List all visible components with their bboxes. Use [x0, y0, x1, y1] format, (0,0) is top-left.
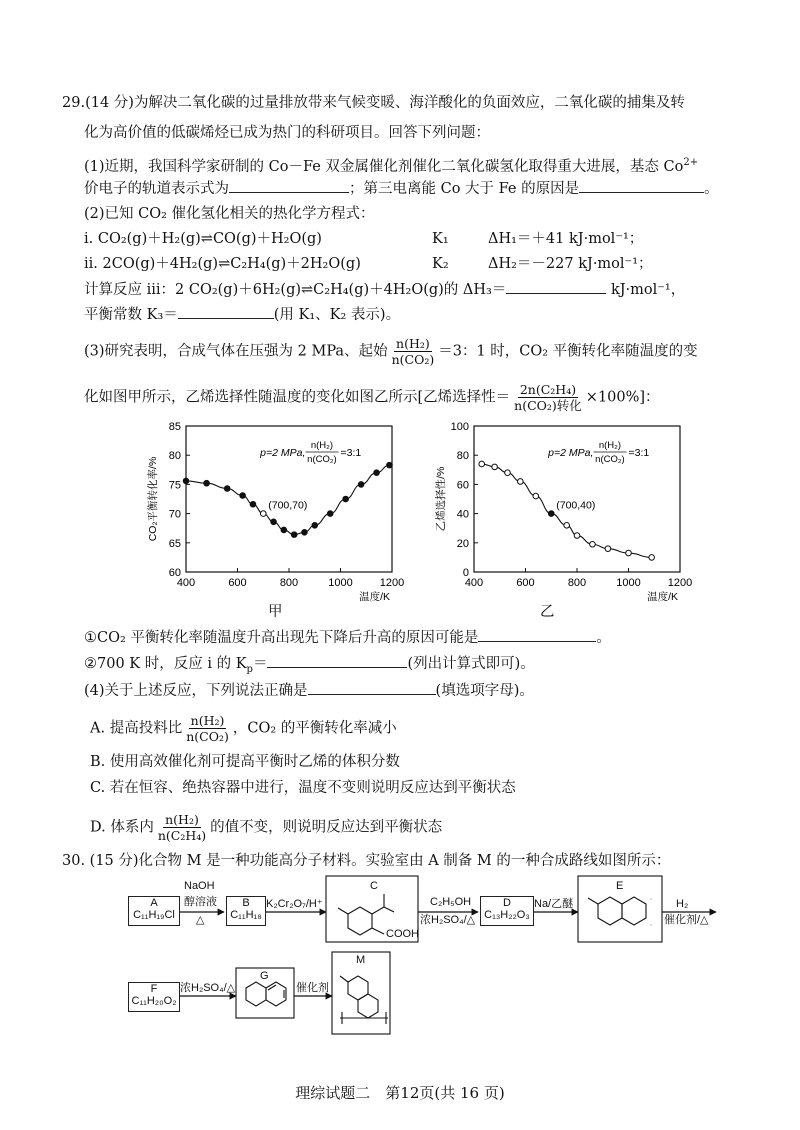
- data-point: [281, 527, 287, 533]
- data-point: [343, 496, 349, 502]
- compound-e-label: E: [616, 880, 624, 892]
- annotation-ratio-num: n(H₂): [598, 440, 622, 451]
- page-footer: 理综试题二 第12页(共 16 页): [295, 1084, 505, 1102]
- y-tick-label: 70: [168, 508, 181, 521]
- annotation-ratio-den: n(CO₂): [307, 454, 337, 465]
- y-axis-label: 乙烯选择性/%: [435, 466, 447, 532]
- compound-f: F C₁₁H₂₀O₂: [128, 982, 180, 1012]
- annotation-pressure: p=2 MPa,: [548, 447, 594, 459]
- answer-blank-orbital[interactable]: [229, 178, 349, 193]
- data-point: [574, 533, 580, 539]
- data-point: [358, 482, 364, 488]
- compound-c-label: C: [370, 880, 378, 892]
- chart-ethylene-selectivity: [428, 418, 698, 618]
- y-tick-label: 65: [168, 537, 181, 550]
- compound-g-label: G: [260, 970, 269, 982]
- data-point: [224, 486, 230, 492]
- q29-part1-line1: (1)近期，我国科学家研制的 Co－Fe 双金属催化剂催化二氧化碳氢化取得重大进展，基态 $Co^{2+}$: [84, 157, 699, 175]
- point-label: (700,70): [268, 499, 308, 512]
- reagent-6: 浓H₂SO₄/△: [180, 982, 236, 994]
- data-point: [260, 511, 266, 517]
- x-tick-label: 400: [464, 577, 484, 589]
- equation-1: i. CO₂(g)＋H₂(g)⇌CO(g)＋H₂O(g): [84, 231, 322, 247]
- answer-blank-kp[interactable]: [267, 653, 407, 668]
- compound-b: B C₁₁H₁₈: [226, 896, 266, 926]
- answer-blank-reason[interactable]: [478, 627, 596, 642]
- reagent-1-bot: △: [196, 914, 205, 926]
- y-tick-label: 80: [456, 450, 469, 463]
- data-point: [479, 461, 485, 467]
- x-tick-label: 1000: [328, 577, 353, 589]
- q29-part2-calc: 计算反应 iii：2 CO₂(g)＋6H₂(g)⇌C₂H₄(g)＋4H₂O(g)的 ΔH₃＝ kJ·mol⁻¹，: [84, 279, 685, 300]
- data-point: [518, 479, 524, 485]
- compound-d: D C₁₃H₂₂O₃: [480, 896, 534, 926]
- q29-sub2: ②700 K 时，反应 i 的 $K_p=$ (列出计算式即可)。: [84, 653, 535, 680]
- q29-sub1: ①CO₂ 平衡转化率随温度升高出现先下降后升高的原因可能是 。: [84, 627, 611, 648]
- data-point: [533, 493, 539, 499]
- equation-2: ii. 2CO(g)＋4H₂(g)⇌C₂H₄(g)＋2H₂O(g): [84, 256, 361, 272]
- chart-caption-jia: 甲: [268, 604, 283, 620]
- x-axis-label: 温度/K: [359, 591, 390, 603]
- data-point: [204, 480, 210, 486]
- q29-part2-intro: (2)已知 CO₂ 催化氢化相关的热化学方程式：: [84, 206, 375, 222]
- y-tick-label: 60: [456, 479, 469, 492]
- chart-co2-conversion: [140, 418, 410, 618]
- annotation-ratio-value: =3:1: [340, 447, 362, 459]
- equation-1-k: K₁: [432, 231, 449, 247]
- annotation-pressure: p=2 MPa,: [260, 447, 306, 459]
- equation-1-dh: ΔH₁＝＋41 kJ·mol⁻¹；: [488, 231, 644, 247]
- y-axis-label: CO₂平衡转化率/%: [147, 456, 159, 542]
- reagent-7: 催化剂: [296, 982, 329, 994]
- y-tick-label: 80: [168, 450, 181, 463]
- q29-intro-line2: 化为高价值的低碳烯烃已成为热门的科研项目。回答下列问题：: [84, 125, 490, 141]
- data-point: [183, 478, 189, 484]
- y-tick-label: 75: [168, 479, 181, 492]
- x-tick-label: 800: [567, 577, 587, 589]
- x-tick-label: 1000: [616, 577, 641, 589]
- q29-intro-line1: 29.(14 分)为解决二氧化碳的过量排放带来气候变暖、海洋酸化的负面效应，二氧化碳的捕集及转: [62, 95, 685, 111]
- equation-2-k: K₂: [432, 256, 449, 272]
- option-a: A. 提高投料比 $\frac{\text{n(H₂)}}{\text{n(CO₂)}}$ ，CO₂ 的平衡转化率减小: [90, 713, 397, 744]
- data-point: [492, 464, 498, 470]
- data-point: [387, 462, 393, 468]
- q29-part4: (4)关于上述反应，下列说法正确是 (填选项字母)。: [84, 680, 534, 701]
- reagent-2: K₂Cr₂O₇/H⁺: [266, 898, 323, 910]
- y-tick-label: 20: [456, 537, 469, 550]
- compound-c-cooh: COOH: [386, 928, 419, 940]
- compound-a: A C₁₁H₁₉Cl: [128, 896, 180, 926]
- reagent-1-mid: 醇溶液: [184, 896, 217, 908]
- data-point: [564, 522, 570, 528]
- annotation-ratio-den: n(CO₂): [595, 454, 625, 465]
- y-tick-label: 60: [168, 567, 181, 579]
- data-point: [605, 546, 611, 552]
- data-point: [271, 519, 277, 525]
- reagent-1-top: NaOH: [184, 880, 215, 892]
- reagent-4: Na/乙醚: [534, 898, 574, 910]
- q30-intro: 30. (15 分)化合物 M 是一种功能高分子材料。实验室由 A 制备 M 的一种合成路线如图所示：: [62, 853, 671, 869]
- x-tick-label: 600: [228, 577, 247, 589]
- y-tick-label: 85: [168, 421, 181, 433]
- reagent-5-bot: 催化剂/△: [664, 914, 709, 926]
- data-point: [327, 511, 333, 517]
- x-axis-label: 温度/K: [647, 591, 678, 603]
- x-tick-label: 600: [516, 577, 535, 589]
- chart-caption-yi: 乙: [540, 604, 555, 620]
- option-c: C. 若在恒容、绝热容器中进行，温度不变则说明反应达到平衡状态: [90, 780, 516, 796]
- data-point: [590, 541, 596, 547]
- y-tick-label: 100: [450, 421, 469, 433]
- reagent-5-top: H₂: [676, 898, 689, 910]
- equation-2-dh: ΔH₂＝－227 kJ·mol⁻¹；: [488, 256, 653, 272]
- x-tick-label: 1200: [667, 577, 693, 589]
- data-point: [302, 529, 308, 535]
- annotation-ratio-num: n(H₂): [310, 440, 334, 451]
- option-b: B. 使用高效催化剂可提高平衡时乙烯的体积分数: [90, 754, 400, 770]
- reagent-3-top: C₂H₅OH: [430, 896, 472, 908]
- y-tick-label: 40: [456, 508, 469, 521]
- q29-part1-line2: 价电子的轨道表示式为 ；第三电离能 Co 大于 Fe 的原因是 。: [84, 178, 719, 199]
- data-point: [548, 511, 554, 517]
- reagent-3-bot: 浓H₂SO₄/△: [420, 914, 476, 926]
- option-d: D. 体系内 $\frac{\text{n(H₂)}}{\text{n(C₂H₄)}}$ 的值不变，则说明反应达到平衡状态: [90, 812, 443, 843]
- data-point: [649, 555, 655, 561]
- x-tick-label: 400: [176, 577, 196, 589]
- data-point: [626, 550, 632, 556]
- x-tick-label: 800: [279, 577, 299, 589]
- data-point: [291, 532, 297, 538]
- q29-part3-line1: (3)研究表明，合成气体在压强为 2 MPa、起始 $\frac{\text{n(H₂)}}{\text{n(CO₂)}}$ ＝3：1 时，CO₂ 平衡转化率随温度的变: [84, 336, 698, 367]
- answer-blank-k3[interactable]: [178, 304, 274, 319]
- data-point: [505, 470, 511, 476]
- q29-part3-line2: 化如图甲所示，乙烯选择性随温度的变化如图乙所示[乙烯选择性＝ $\frac{\text{2n(C₂H₄)}}{\text{n(CO₂)转化}}$ ×100%]：: [84, 382, 660, 413]
- q29-part2-k3: 平衡常数 K₃＝ (用 K₁、K₂ 表示)。: [84, 304, 400, 325]
- data-point: [374, 470, 380, 476]
- y-tick-label: 0: [462, 567, 469, 579]
- compound-m-label: M: [356, 954, 366, 966]
- annotation-ratio-value: =3:1: [628, 447, 650, 459]
- data-point: [250, 501, 256, 507]
- answer-blank-ionization[interactable]: [579, 178, 704, 193]
- answer-blank-choice[interactable]: [308, 680, 436, 695]
- x-tick-label: 1200: [379, 577, 405, 589]
- data-point: [240, 493, 246, 499]
- answer-blank-dh3[interactable]: [506, 279, 606, 294]
- point-label: (700,40): [556, 499, 596, 512]
- data-point: [312, 522, 318, 528]
